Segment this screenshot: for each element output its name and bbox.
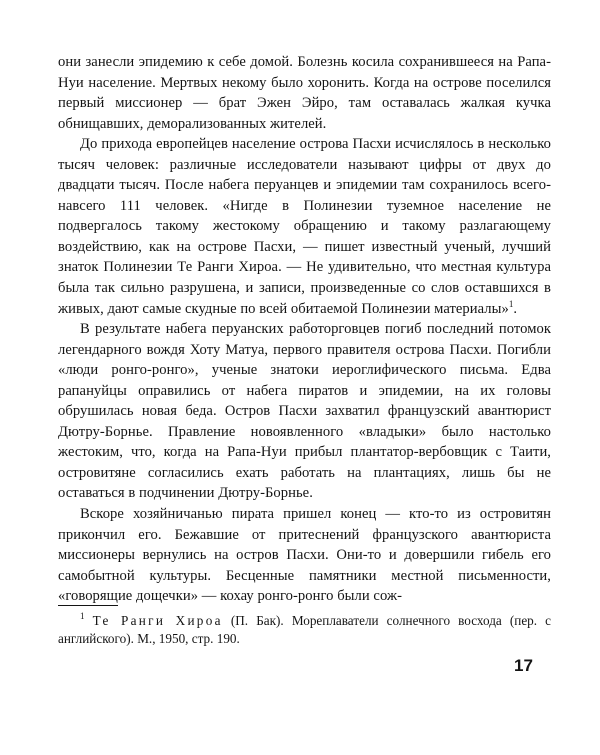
footnote-author: Те Ранги Хироа: [92, 613, 223, 628]
page-number: 17: [514, 656, 533, 675]
footnote: [58, 612, 551, 648]
footnote-reference[interactable]: 1: [508, 298, 514, 309]
footnote-text: Мореплаватели солнечного восхода (пер. с английского). М., 1950, стр. 190.: [58, 613, 552, 646]
page-body: [58, 52, 551, 607]
footnote-number: 1: [80, 611, 85, 621]
paragraph-2-text: До прихода европейцев население острова Пасхи исчислялось в несколько тысяч человек: различные исследователи называют цифры от двух до двадцати тысяч. После набега перуанцев и эпидемии там сохранилось всего-навсего 111 человек. «Нигде в Полинезии туземное население не подвергалось такому жестокому обращению и такому разлагающему воздействию, как на острове Пасхи, — пишет известный ученый, лучший знаток Полинезии Те Ранги Хироа. — Не удивительно, что местная культура была так сильно разрушена, и записи, произведенные со слов оставшихся в живых, дают самые скудные по всей обитаемой Полинезии материалы»: [58, 136, 551, 317]
paragraph-3: В результате набега перуанских работорговцев погиб последний потомок легендарного вождя Хоту Матуа, первого правителя острова Пасхи. Погибли «люди ронго-ронго», ученые знатоки иероглифического письма. Едва рапануйцы оправились от набега пиратов и эпидемии, на их головы обрушилась новая беда. Остров Пасхи захватил французский авантюрист Дютру-Борнье. Правление новоявленного «владыки» было настолько жестоким, что, когда на Рапа-Нуи прибыл плантатор-вербовщик с Таити, островитяне согласились ехать работать на плантациях, лишь бы не оставаться в подчинении Дютру-Борнье.: [58, 321, 551, 502]
footnote-divider: [58, 605, 118, 606]
paragraph-4: Вскоре хозяйничанью пирата пришел конец — кто-то из островитян прикончил его. Бежавшие от притеснений французского авантюриста миссионеры вернулись на остров Пасхи. Они-то и довершили гибель его самобытной культуры. Бесценные памятники местной письменности, «говорящие дощечки» — кохау ронго-ронго были сож-: [58, 506, 551, 605]
footnote-author-alias: (П. Бак).: [230, 613, 284, 628]
paragraph-1: они занесли эпидемию к себе домой. Болезнь косила сохранившееся на Рапа-Нуи население. Мертвых некому было хоронить. Когда на острове поселился первый миссионер — брат Эжен Эйро, там оставалась жалкая кучка обнищавших, деморализованных жителей.: [58, 54, 551, 132]
paragraph-2: До прихода европейцев население острова Пасхи исчислялось в несколько тысяч человек: различные исследователи называют цифры от двух до двадцати тысяч. После набега перуанцев и эпидемии там сохранилось всего-навсего 111 человек. «Нигде в Полинезии туземное население не подвергалось такому жестокому обращению и такому разлагающему воздействию, как на острове Пасхи, — пишет известный ученый, лучший знаток Полинезии Те Ранги Хироа. — Не удивительно, что местная культура была так сильно разрушена, и записи, произведенные со слов оставшихся в живых, дают самые скудные по всей обитаемой Полинезии материалы»$^1$.: [58, 136, 551, 317]
